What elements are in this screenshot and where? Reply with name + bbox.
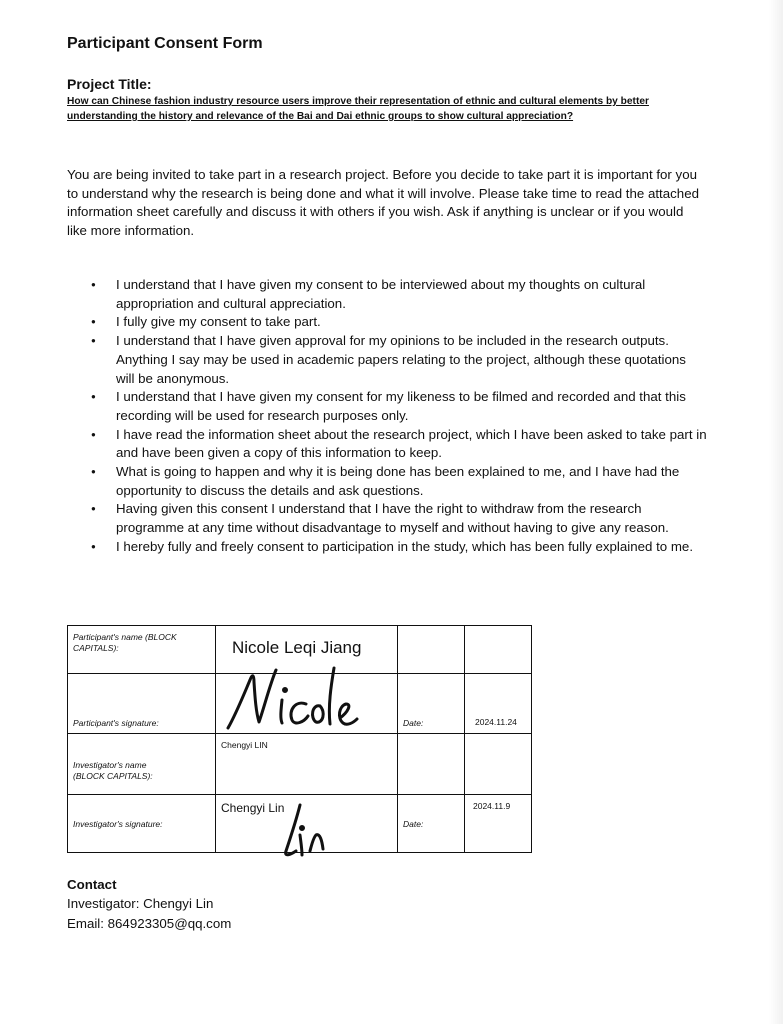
participant-name-label: Participant's name (BLOCK CAPITALS): <box>73 632 177 653</box>
consent-statement: ● I understand that I have given my consent to be interviewed about my thoughts on cultural appropriation and cultural appreciation. <box>67 276 707 313</box>
consent-statement: ● I understand that I have given approval for my opinions to be included in the research outputs. Anything I say may be used in academic papers relating to the project, although these quotations will be anonymous. <box>67 332 707 388</box>
investigator-signature-label: Investigator's signature: <box>73 819 163 829</box>
participant-signature-label-cell <box>68 674 216 734</box>
investigator-name-label-cell <box>68 734 216 795</box>
participant-signature-label: Participant's signature: <box>73 718 159 728</box>
participant-signature-cell <box>216 674 398 734</box>
participant-date-cell <box>465 674 532 734</box>
consent-statement: ● Having given this consent I understand that I have the right to withdraw from the research programme at any time without disadvantage to myself and without having to give any reason. <box>67 500 707 537</box>
participant-name-label-cell <box>68 626 216 674</box>
page-edge-shadow <box>769 0 783 1024</box>
date-label-cell <box>398 795 465 853</box>
participant-name: Nicole Leqi Jiang <box>232 638 362 657</box>
consent-statement: ● I understand that I have given my consent for my likeness to be filmed and recorded and that this recording will be used for research purposes only. <box>67 388 707 425</box>
contact-email: Email: 864923305@qq.com <box>67 916 232 931</box>
empty-cell <box>465 734 532 795</box>
investigator-signature-label-cell <box>68 795 216 853</box>
consent-statement: ● I have read the information sheet about the research project, which I have been asked to take part in and have been given a copy of this information to keep. <box>67 426 707 463</box>
investigator-name-label: Investigator's name (BLOCK CAPITALS): <box>73 760 153 781</box>
form-title: Participant Consent Form <box>67 35 263 52</box>
investigator-name-cell <box>216 734 398 795</box>
project-title-text: How can Chinese fashion industry resource users improve their representation of ethnic and cultural elements by better understanding the history and relevance of the Bai and Dai ethnic groups to show cultural appreciation? <box>67 96 649 122</box>
empty-cell <box>398 626 465 674</box>
investigator-name: Chengyi LIN <box>221 740 268 750</box>
investigator-signature-row <box>68 795 532 853</box>
investigator-signature-image <box>276 801 346 863</box>
consent-statements-list <box>67 276 707 557</box>
intro-paragraph: You are being invited to take part in a research project. Before you decide to take part it is important for you to understand why the research is being done and what it will involve. Please take time to read the attached information sheet carefully and discuss it with others if you wish. Ask if anything is unclear or if you would like more information. <box>67 167 699 238</box>
investigator-signature-cell <box>216 795 398 853</box>
investigator-name-row <box>68 734 532 795</box>
consent-statement: ● What is going to happen and why it is being done has been explained to me, and I have had the opportunity to discuss the details and ask questions. <box>67 463 707 500</box>
participant-date: 2024.11.24 <box>475 717 517 727</box>
participant-signature-image <box>222 660 362 736</box>
date-label-cell <box>398 674 465 734</box>
empty-cell <box>465 626 532 674</box>
investigator-date-cell <box>465 795 532 853</box>
contact-investigator: Investigator: Chengyi Lin <box>67 896 214 911</box>
empty-cell <box>398 734 465 795</box>
contact-heading: Contact <box>67 877 117 892</box>
investigator-signature-typed: Chengyi Lin <box>221 801 285 815</box>
participant-signature-row <box>68 674 532 734</box>
consent-statement: ● I hereby fully and freely consent to participation in the study, which has been fully explained to me. <box>67 538 707 557</box>
date-label: Date: <box>403 819 424 829</box>
date-label: Date: <box>403 718 424 728</box>
project-title-heading: Project Title: <box>67 76 152 92</box>
investigator-date: 2024.11.9 <box>473 801 511 811</box>
consent-statement: ● I fully give my consent to take part. <box>67 313 707 332</box>
signature-table <box>67 625 532 853</box>
